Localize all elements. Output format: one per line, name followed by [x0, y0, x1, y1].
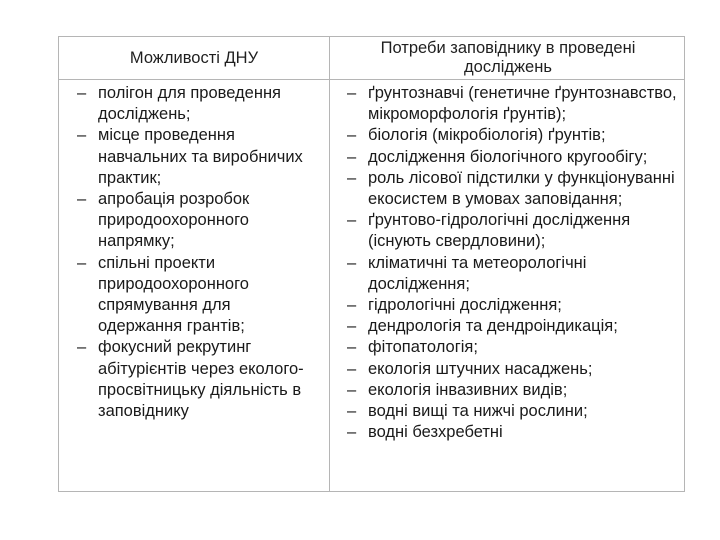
list-item: – полігон для проведення досліджень;: [77, 83, 317, 125]
header-divider: [59, 79, 684, 80]
list-item: – водні безхребетні: [347, 422, 677, 443]
comparison-table: [58, 36, 685, 492]
header-reserve-needs: Потреби заповіднику в проведені досліджень: [380, 39, 636, 76]
list-item: – гідрологічні дослідження;: [347, 295, 677, 316]
dnu-opportunities-list: [77, 83, 317, 422]
list-item: – апробація розробок природоохоронного напрямку;: [77, 189, 317, 253]
list-item: – спільні проекти природоохоронного спрямування для одержання грантів;: [77, 253, 317, 338]
list-item: – кліматичні та метеорологічні дослідження;: [347, 253, 677, 295]
list-item: – ґрунтово-гідрологічні дослідження (існують свердловини);: [347, 210, 677, 252]
list-item: – біологія (мікробіологія) ґрунтів;: [347, 125, 677, 146]
list-item: – дослідження біологічного кругообігу;: [347, 147, 677, 168]
list-item: – фокусний рекрутинг абітурієнтів через еколого-просвітницьку діяльність в заповіднику: [77, 337, 317, 422]
list-item: – фітопатологія;: [347, 337, 677, 358]
list-item: – водні вищі та нижчі рослини;: [347, 401, 677, 422]
list-item: – дендрологія та дендроіндикація;: [347, 316, 677, 337]
list-item: – екологія штучних насаджень;: [347, 359, 677, 380]
reserve-needs-list: [347, 83, 677, 443]
list-item: – роль лісової підстилки у функціонуванні екосистем в умовах заповідання;: [347, 168, 677, 210]
list-item: – місце проведення навчальних та виробничих практик;: [77, 125, 317, 189]
header-dnu-opportunities: Можливості ДНУ: [129, 48, 259, 67]
list-item: – екологія інвазивних видів;: [347, 380, 677, 401]
list-item: – ґрунтознавчі (генетичне ґрунтознавство, мікроморфологія ґрунтів);: [347, 83, 677, 125]
column-divider: [329, 37, 330, 491]
